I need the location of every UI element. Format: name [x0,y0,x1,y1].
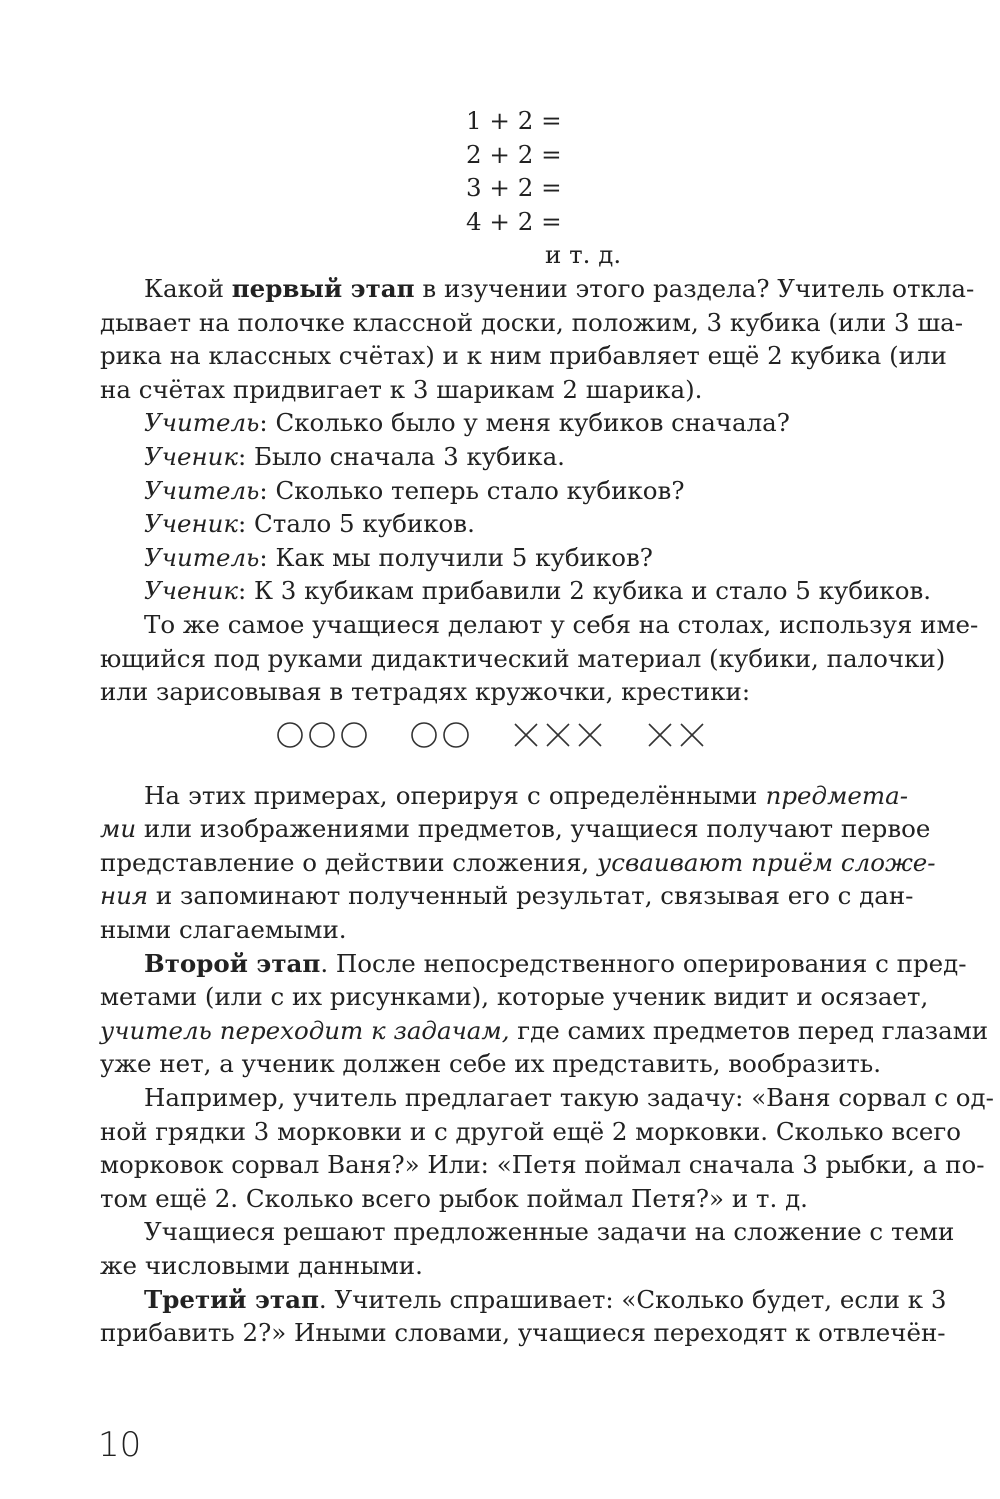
page-number: 10 [98,1425,142,1465]
cross-mark [649,724,671,746]
speaker: Учитель [144,408,260,438]
circle-mark [412,723,436,747]
circle-mark [342,723,366,747]
dialog-line: Ученик: К 3 кубикам прибавили 2 кубика и стало 5 кубиков. [144,576,932,606]
circle-mark [444,723,468,747]
cross-mark [515,724,537,746]
cross-mark [579,724,601,746]
paragraph-materials: То же самое учащиеся делают у себя на столах, используя име- ющийся под руками дидактический материал (кубики, палочки) или зарисовывая в тетрадях кружочки, крестики: [100,609,979,707]
speaker: Ученик [144,509,238,539]
circle-mark [310,723,334,747]
paragraph-second-stage: Второй этап. После непосредственного оперирования с пред- метами (или с их рисунками), которые ученик видит и осязает, учитель переходит к задачам, где самих предметов перед глазами уже нет, а ученик должен себе их представить, вообразить. [100,948,989,1079]
second-stage-heading: Второй этап [144,948,321,978]
paragraph-first-stage: Какой первый этап в изучении этого раздела? Учитель откла- дывает на полочке классной доски, положим, 3 кубика (или 3 ша- рика на классных счётах) и к ним прибавляет ещё 2 кубика (или на счётах придвигает к 3 шарикам 2 шарика). [100,273,975,404]
equation: 4 + 2 = [466,206,562,236]
equation: 2 + 2 = [466,139,562,169]
dialog [100,406,932,608]
dialog-line: Ученик: Было сначала 3 кубика. [144,441,565,471]
etc-label: и т. д. [545,240,622,270]
speaker: Ученик [144,576,238,606]
paragraph-third-stage: Третий этап. Учитель спрашивает: «Сколько будет, если к 3 прибавить 2?» Иными словами, учащиеся переходят к отвлечён- [100,1284,947,1348]
equation-list [466,104,908,238]
shapes-svg [276,717,736,757]
equation: 1 + 2 = [466,106,562,135]
dialog-line: Учитель: Сколько было у меня кубиков сначала? [144,408,790,438]
page-text [100,104,994,1350]
cross-mark [547,724,569,746]
circles-crosses-illustration [100,709,908,779]
speaker: Учитель [144,475,260,505]
paragraph-solving: Учащиеся решают предложенные задачи на сложение с теми же числовыми данными. [100,1217,955,1280]
paragraph-example-tasks: Например, учитель предлагает такую задачу: «Ваня сорвал с од- ной грядки 3 морковки и с другой ещё 2 морковки. Сколько всего морковок сорвал Ваня?» Или: «Петя поймал сначала 3 рыбки, а по- том ещё 2. Сколько всего рыбок поймал Петя?» и т. д. [100,1083,994,1213]
cross-mark [681,724,703,746]
speaker: Ученик [144,441,238,471]
speaker: Учитель [144,542,260,572]
dialog-line: Ученик: Стало 5 кубиков. [144,509,475,539]
dialog-line: Учитель: Как мы получили 5 кубиков? [144,542,653,572]
first-stage-heading: первый этап [231,273,415,303]
third-stage-heading: Третий этап [144,1284,319,1314]
dialog-line: Учитель: Сколько теперь стало кубиков? [144,475,685,505]
equation: 3 + 2 = [466,173,562,203]
paragraph-examples: На этих примерах, оперируя с определёнными предмета- ми или изображениями предметов, учащиеся получают первое представление о действии сложения, усваивают приём сложе- ния и запоминают полученный результат, связывая его с дан- ными слагаемыми. [100,780,936,945]
circle-mark [278,723,302,747]
